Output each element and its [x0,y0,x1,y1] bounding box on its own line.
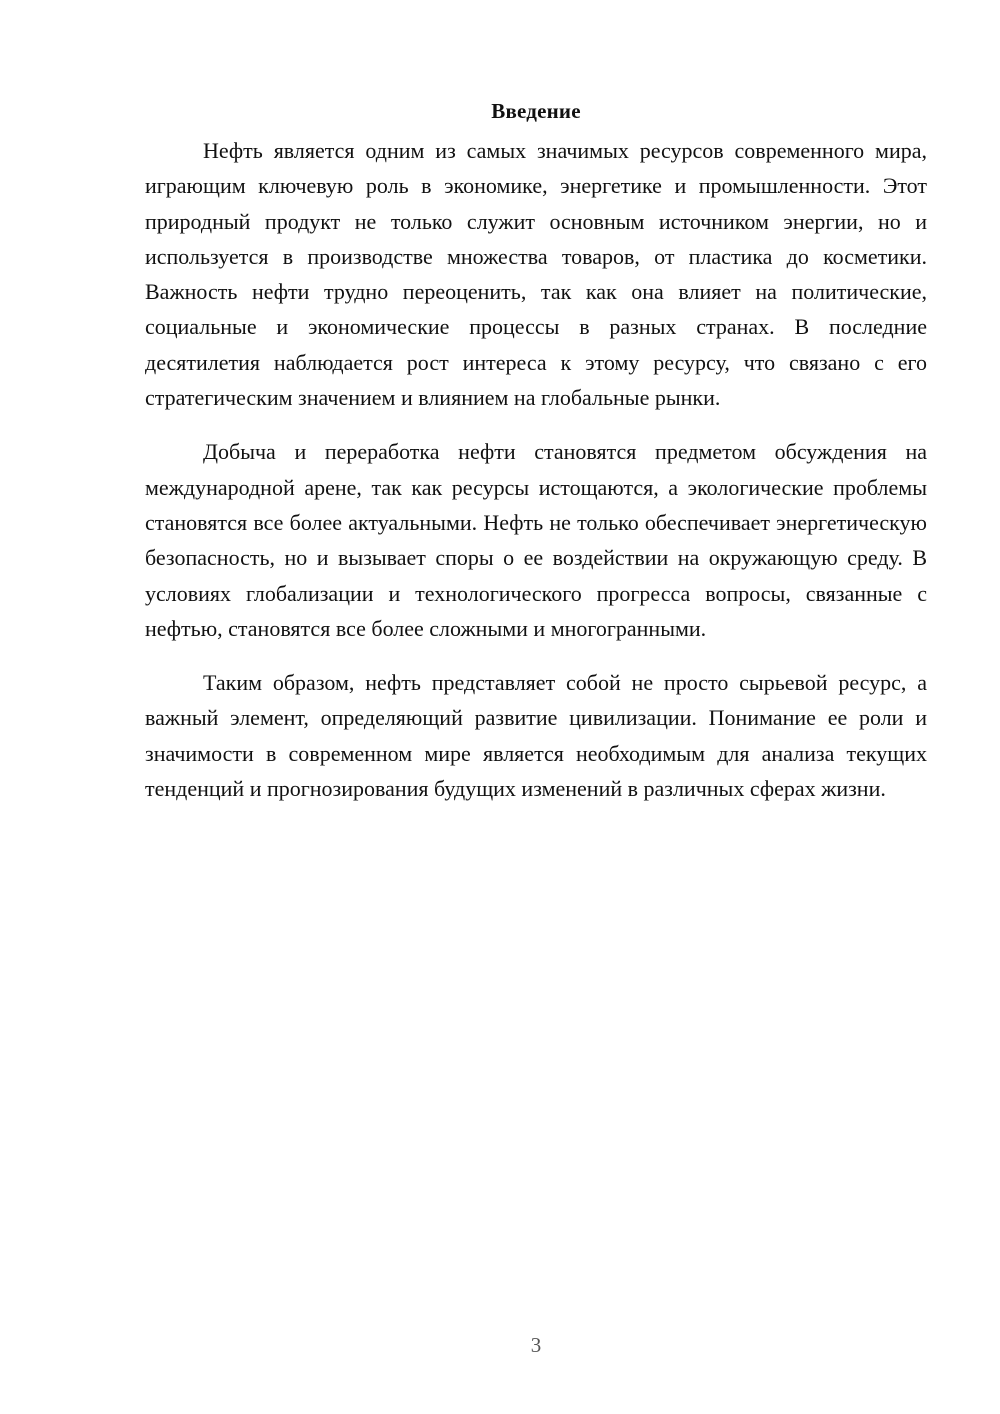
paragraph-2: Добыча и переработка нефти становятся предметом обсуждения на международной арене, так как ресурсы истощаются, а экологические проблемы становятся все более актуальными. Нефть не только обеспечивает энергетическую безопасность, но и вызывает споры о ее воздействии на окружающую среду. В условиях глобализации и технологического прогресса вопросы, связанные с нефтью, становятся все более сложными и многогранными. [145,439,927,641]
paragraph-1: Нефть является одним из самых значимых ресурсов современного мира, играющим ключевую роль в экономике, энергетике и промышленности. Этот природный продукт не только служит основным источником энергии, но и используется в производстве множества товаров, от пластика до косметики. Важность нефти трудно переоценить, так как она влияет на политические, социальные и экономические процессы в разных странах. В последние десятилетия наблюдается рост интереса к этому ресурсу, что связано с его стратегическим значением и влиянием на глобальные рынки. [145,138,927,411]
page-number: 3 [530,1333,542,1357]
page-content [145,95,927,825]
paragraph-3: Таким образом, нефть представляет собой не просто сырьевой ресурс, а важный элемент, определяющий развитие цивилизации. Понимание ее роли и значимости в современном мире является необходимым для анализа текущих тенденций и прогнозирования будущих изменений в различных сферах жизни. [145,670,927,802]
section-heading: Введение [491,99,581,123]
